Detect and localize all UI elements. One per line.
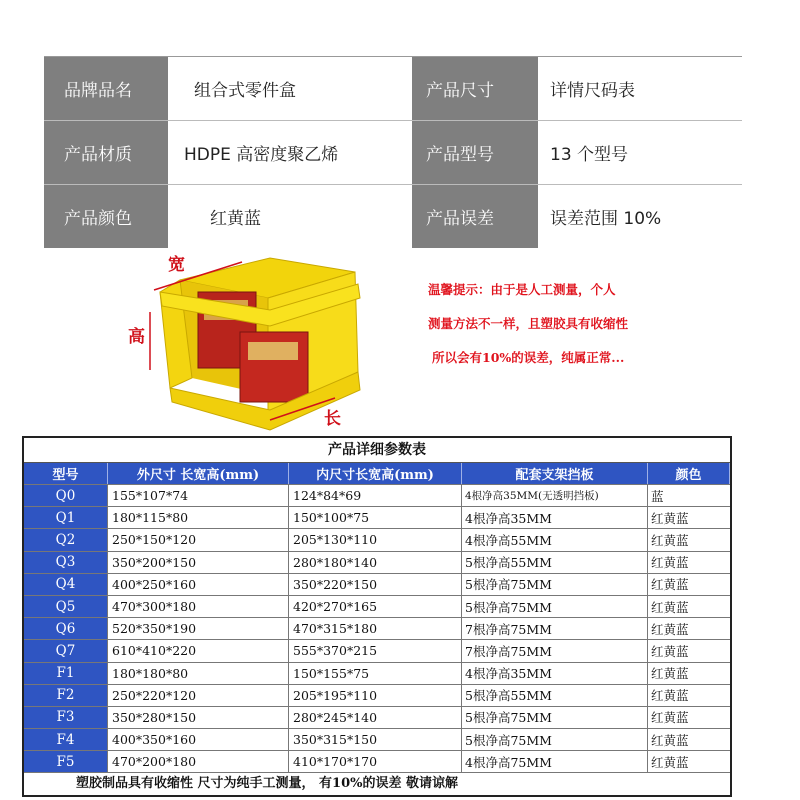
cell-bracket: 7根净高75MM [462, 618, 648, 639]
cell-bracket: 4根净高35MM [462, 663, 648, 684]
cell-outer-size: 250*220*120 [108, 685, 289, 706]
length-label: 长 [324, 409, 341, 429]
cell-model: Q4 [24, 574, 108, 595]
cell-bracket: 4根净高55MM [462, 529, 648, 550]
spec-label-model: 产品型号 [412, 121, 538, 184]
notice-line-1: 温馨提示：由于是人工测量，个人 [428, 282, 616, 297]
cell-model: F5 [24, 751, 108, 772]
cell-model: Q1 [24, 507, 108, 528]
cell-bracket: 4根净高35MM(无透明挡板) [462, 485, 648, 506]
header-model: 型号 [24, 463, 108, 484]
cell-model: F1 [24, 663, 108, 684]
cell-bracket: 4根净高75MM [462, 751, 648, 772]
header-color: 颜色 [648, 463, 730, 484]
cell-inner-size: 205*130*110 [289, 529, 462, 550]
cell-inner-size: 150*155*75 [289, 663, 462, 684]
cell-outer-size: 180*115*80 [108, 507, 289, 528]
cell-model: F2 [24, 685, 108, 706]
table-row [24, 729, 730, 751]
table-row [24, 751, 730, 773]
cell-inner-size: 470*315*180 [289, 618, 462, 639]
table-row [24, 507, 730, 529]
cell-bracket: 4根净高35MM [462, 507, 648, 528]
table-row [24, 552, 730, 574]
cell-inner-size: 150*100*75 [289, 507, 462, 528]
cell-outer-size: 400*350*160 [108, 729, 289, 750]
cell-bracket: 5根净高75MM [462, 574, 648, 595]
spec-label-size: 产品尺寸 [412, 57, 538, 120]
cell-bracket: 5根净高75MM [462, 596, 648, 617]
parameter-table-body [24, 485, 730, 773]
table-row [24, 663, 730, 685]
spec-row [44, 184, 742, 248]
cell-outer-size: 520*350*190 [108, 618, 289, 639]
cell-outer-size: 470*200*180 [108, 751, 289, 772]
cell-bracket: 5根净高55MM [462, 685, 648, 706]
table-row [24, 574, 730, 596]
spec-value-model: 13 个型号 [538, 121, 742, 184]
spec-table [44, 56, 742, 248]
table-row [24, 596, 730, 618]
cell-bracket: 5根净高55MM [462, 552, 648, 573]
spec-label-material: 产品材质 [44, 121, 168, 184]
notice-line-3: 所以会有10%的误差，纯属正常... [432, 350, 625, 365]
cell-color: 红黄蓝 [651, 666, 689, 682]
notice-line-2: 测量方法不一样，且塑胶具有收缩性 [428, 316, 629, 331]
cell-inner-size: 420*270*165 [289, 596, 462, 617]
table-row [24, 485, 730, 507]
parameter-table-header [24, 463, 730, 485]
cell-model: Q3 [24, 552, 108, 573]
header-inner-size: 内尺寸长宽高(mm) [289, 463, 462, 484]
cell-outer-size: 180*180*80 [108, 663, 289, 684]
spec-value-size: 详情尺码表 [538, 57, 742, 120]
spec-label-brand: 品牌品名 [44, 57, 168, 120]
measurement-notice [428, 282, 728, 384]
cell-model: Q6 [24, 618, 108, 639]
table-row [24, 529, 730, 551]
cell-bracket: 5根净高75MM [462, 707, 648, 728]
cell-outer-size: 250*150*120 [108, 529, 289, 550]
cell-color: 红黄蓝 [651, 555, 689, 571]
cell-inner-size: 124*84*69 [289, 485, 462, 506]
cell-color: 红黄蓝 [651, 754, 689, 770]
cell-color: 红黄蓝 [651, 510, 689, 526]
spec-label-color: 产品颜色 [44, 185, 168, 248]
cell-color: 红黄蓝 [651, 621, 689, 637]
header-outer-size: 外尺寸 长宽高(mm) [108, 463, 289, 484]
cell-outer-size: 350*200*150 [108, 552, 289, 573]
parameter-table [22, 436, 732, 797]
table-row [24, 685, 730, 707]
spec-value-error: 误差范围 10% [538, 185, 742, 248]
cell-outer-size: 470*300*180 [108, 596, 289, 617]
cell-model: Q7 [24, 640, 108, 661]
cell-model: Q5 [24, 596, 108, 617]
table-row [24, 618, 730, 640]
cell-inner-size: 555*370*215 [289, 640, 462, 661]
cell-model: Q2 [24, 529, 108, 550]
spec-value-brand: 组合式零件盒 [168, 57, 412, 120]
parameter-table-footer: 塑胶制品具有收缩性 尺寸为纯手工测量， 有10%的误差 敬请谅解 [76, 776, 459, 792]
spec-value-color: 红黄蓝 [168, 185, 412, 248]
cell-color: 红黄蓝 [651, 643, 689, 659]
parameter-table-title: 产品详细参数表 [24, 438, 730, 463]
cell-outer-size: 350*280*150 [108, 707, 289, 728]
cell-inner-size: 205*195*110 [289, 685, 462, 706]
cell-model: Q0 [24, 485, 108, 506]
cell-color: 红黄蓝 [651, 599, 689, 615]
cell-bracket: 5根净高75MM [462, 729, 648, 750]
cell-inner-size: 350*220*150 [289, 574, 462, 595]
cell-inner-size: 410*170*170 [289, 751, 462, 772]
cell-inner-size: 280*180*140 [289, 552, 462, 573]
cell-bracket: 7根净高75MM [462, 640, 648, 661]
spec-row [44, 57, 742, 120]
height-label: 高 [128, 327, 145, 347]
table-row [24, 707, 730, 729]
parts-bin-illustration [120, 250, 380, 435]
spec-value-material: HDPE 高密度聚乙烯 [168, 121, 412, 184]
cell-color: 蓝 [651, 488, 664, 504]
cell-color: 红黄蓝 [651, 532, 689, 548]
header-bracket: 配套支架挡板 [462, 463, 648, 484]
cell-outer-size: 610*410*220 [108, 640, 289, 661]
cell-color: 红黄蓝 [651, 710, 689, 726]
width-label: 宽 [168, 255, 185, 275]
cell-color: 红黄蓝 [651, 732, 689, 748]
spec-row [44, 120, 742, 184]
spec-label-error: 产品误差 [412, 185, 538, 248]
cell-color: 红黄蓝 [651, 577, 689, 593]
cell-outer-size: 155*107*74 [108, 485, 289, 506]
cell-color: 红黄蓝 [651, 688, 689, 704]
cell-inner-size: 350*315*150 [289, 729, 462, 750]
cell-model: F3 [24, 707, 108, 728]
cell-inner-size: 280*245*140 [289, 707, 462, 728]
cell-model: F4 [24, 729, 108, 750]
table-row [24, 640, 730, 662]
cell-outer-size: 400*250*160 [108, 574, 289, 595]
parts-bin-drawing [120, 250, 380, 435]
